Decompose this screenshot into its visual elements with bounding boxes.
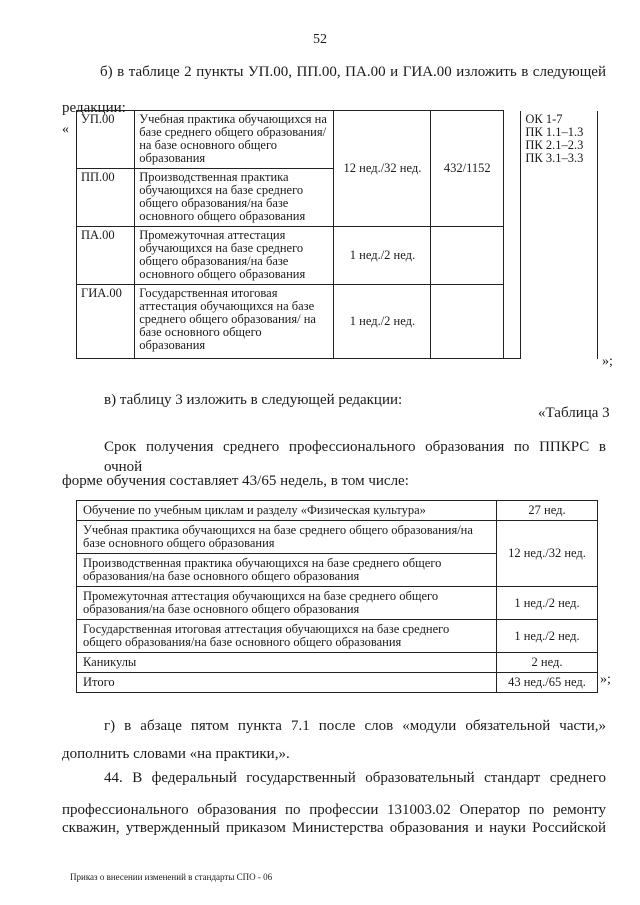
paragraph-44-line1: 44. В федеральный государственный образовательный стандарт среднего <box>104 770 606 786</box>
table-cell-hours: 432/1152 <box>431 111 504 227</box>
paragraph-44-line2: профессионального образования по профессии 131003.02 Оператор по ремонту <box>62 802 606 818</box>
table-cell-competencies <box>521 111 598 359</box>
competency-item: ПК 1.1–1.3 <box>525 124 584 139</box>
table-cell-label: Итого <box>77 673 497 693</box>
competency-item: ПК 3.1–3.3 <box>525 150 584 165</box>
table-cell-code: УП.00 <box>77 111 135 169</box>
paragraph-44-line3: скважин, утвержденный приказом Министерства образования и науки Российской <box>62 820 606 836</box>
competency-item: ПК 2.1–2.3 <box>525 137 584 152</box>
table-cell-weeks: 1 нед./2 нед. <box>334 227 431 285</box>
table-cell-desc: Производственная практика обучающихся на базе среднего общего образования/на базе основного общего образования <box>135 169 334 227</box>
footer-note: Приказ о внесении изменений в стандарты СПО - 06 <box>70 872 273 882</box>
table-cell-code: ПП.00 <box>77 169 135 227</box>
table-cell-label: Промежуточная аттестация обучающихся на базе среднего общего образования/на базе основного общего образования <box>77 587 497 620</box>
paragraph-v: в) таблицу 3 изложить в следующей редакции: <box>104 392 403 408</box>
table-cell-desc: Государственная итоговая аттестация обучающихся на базе среднего общего образования/ на базе основного общего образования <box>135 285 334 359</box>
table-cell-label: Обучение по учебным циклам и разделу «Физическая культура» <box>77 501 497 521</box>
table-cell-desc: Учебная практика обучающихся на базе среднего общего образования/на базе основного общего образования <box>135 111 334 169</box>
quote-close: »; <box>602 354 613 369</box>
table-2 <box>76 110 598 359</box>
paragraph-g-line2: дополнить словами «на практики,». <box>62 746 290 762</box>
paragraph-b-line2: редакции: <box>62 100 126 116</box>
table-cell-value: 27 нед. <box>497 501 598 521</box>
table-cell-value: 1 нед./2 нед. <box>497 587 598 620</box>
table-cell-weeks: 12 нед./32 нед. <box>334 111 431 227</box>
paragraph-g-line1: г) в абзаце пятом пункта 7.1 после слов «модули обязательной части,» <box>104 718 606 734</box>
paragraph-term-line2: форме обучения составляет 43/65 недель, в том числе: <box>62 473 409 489</box>
page-number: 52 <box>313 32 327 47</box>
table-cell-code: ГИА.00 <box>77 285 135 359</box>
competency-item: ОК 1-7 <box>525 111 563 126</box>
table-3 <box>76 500 598 693</box>
table-cell-value: 2 нед. <box>497 653 598 673</box>
table-cell-label: Производственная практика обучающихся на базе среднего общего образования/на базе основного общего образования <box>77 554 497 587</box>
table-cell-value: 1 нед./2 нед. <box>497 620 598 653</box>
table-cell-value: 12 нед./32 нед. <box>497 521 598 587</box>
table-cell-desc: Промежуточная аттестация обучающихся на базе среднего общего образования/на базе основного общего образования <box>135 227 334 285</box>
table-cell-label: Каникулы <box>77 653 497 673</box>
table-cell-weeks: 1 нед./2 нед. <box>334 285 431 359</box>
table-label: «Таблица 3 <box>538 405 610 421</box>
table-cell-label: Государственная итоговая аттестация обучающихся на базе среднего общего образования/на базе основного общего образования <box>77 620 497 653</box>
quote-close: »; <box>600 672 611 687</box>
table-cell-label: Учебная практика обучающихся на базе среднего общего образования/на базе основного общего образования <box>77 521 497 554</box>
quote-open: « <box>62 122 69 137</box>
paragraph-b-line1: б) в таблице 2 пункты УП.00, ПП.00, ПА.00 и ГИА.00 изложить в следующей <box>100 64 606 80</box>
paragraph-term-line1: Срок получения среднего профессионального образования по ППКРС в очной <box>104 439 606 475</box>
table-cell-code: ПА.00 <box>77 227 135 285</box>
table-cell-value: 43 нед./65 нед. <box>497 673 598 693</box>
